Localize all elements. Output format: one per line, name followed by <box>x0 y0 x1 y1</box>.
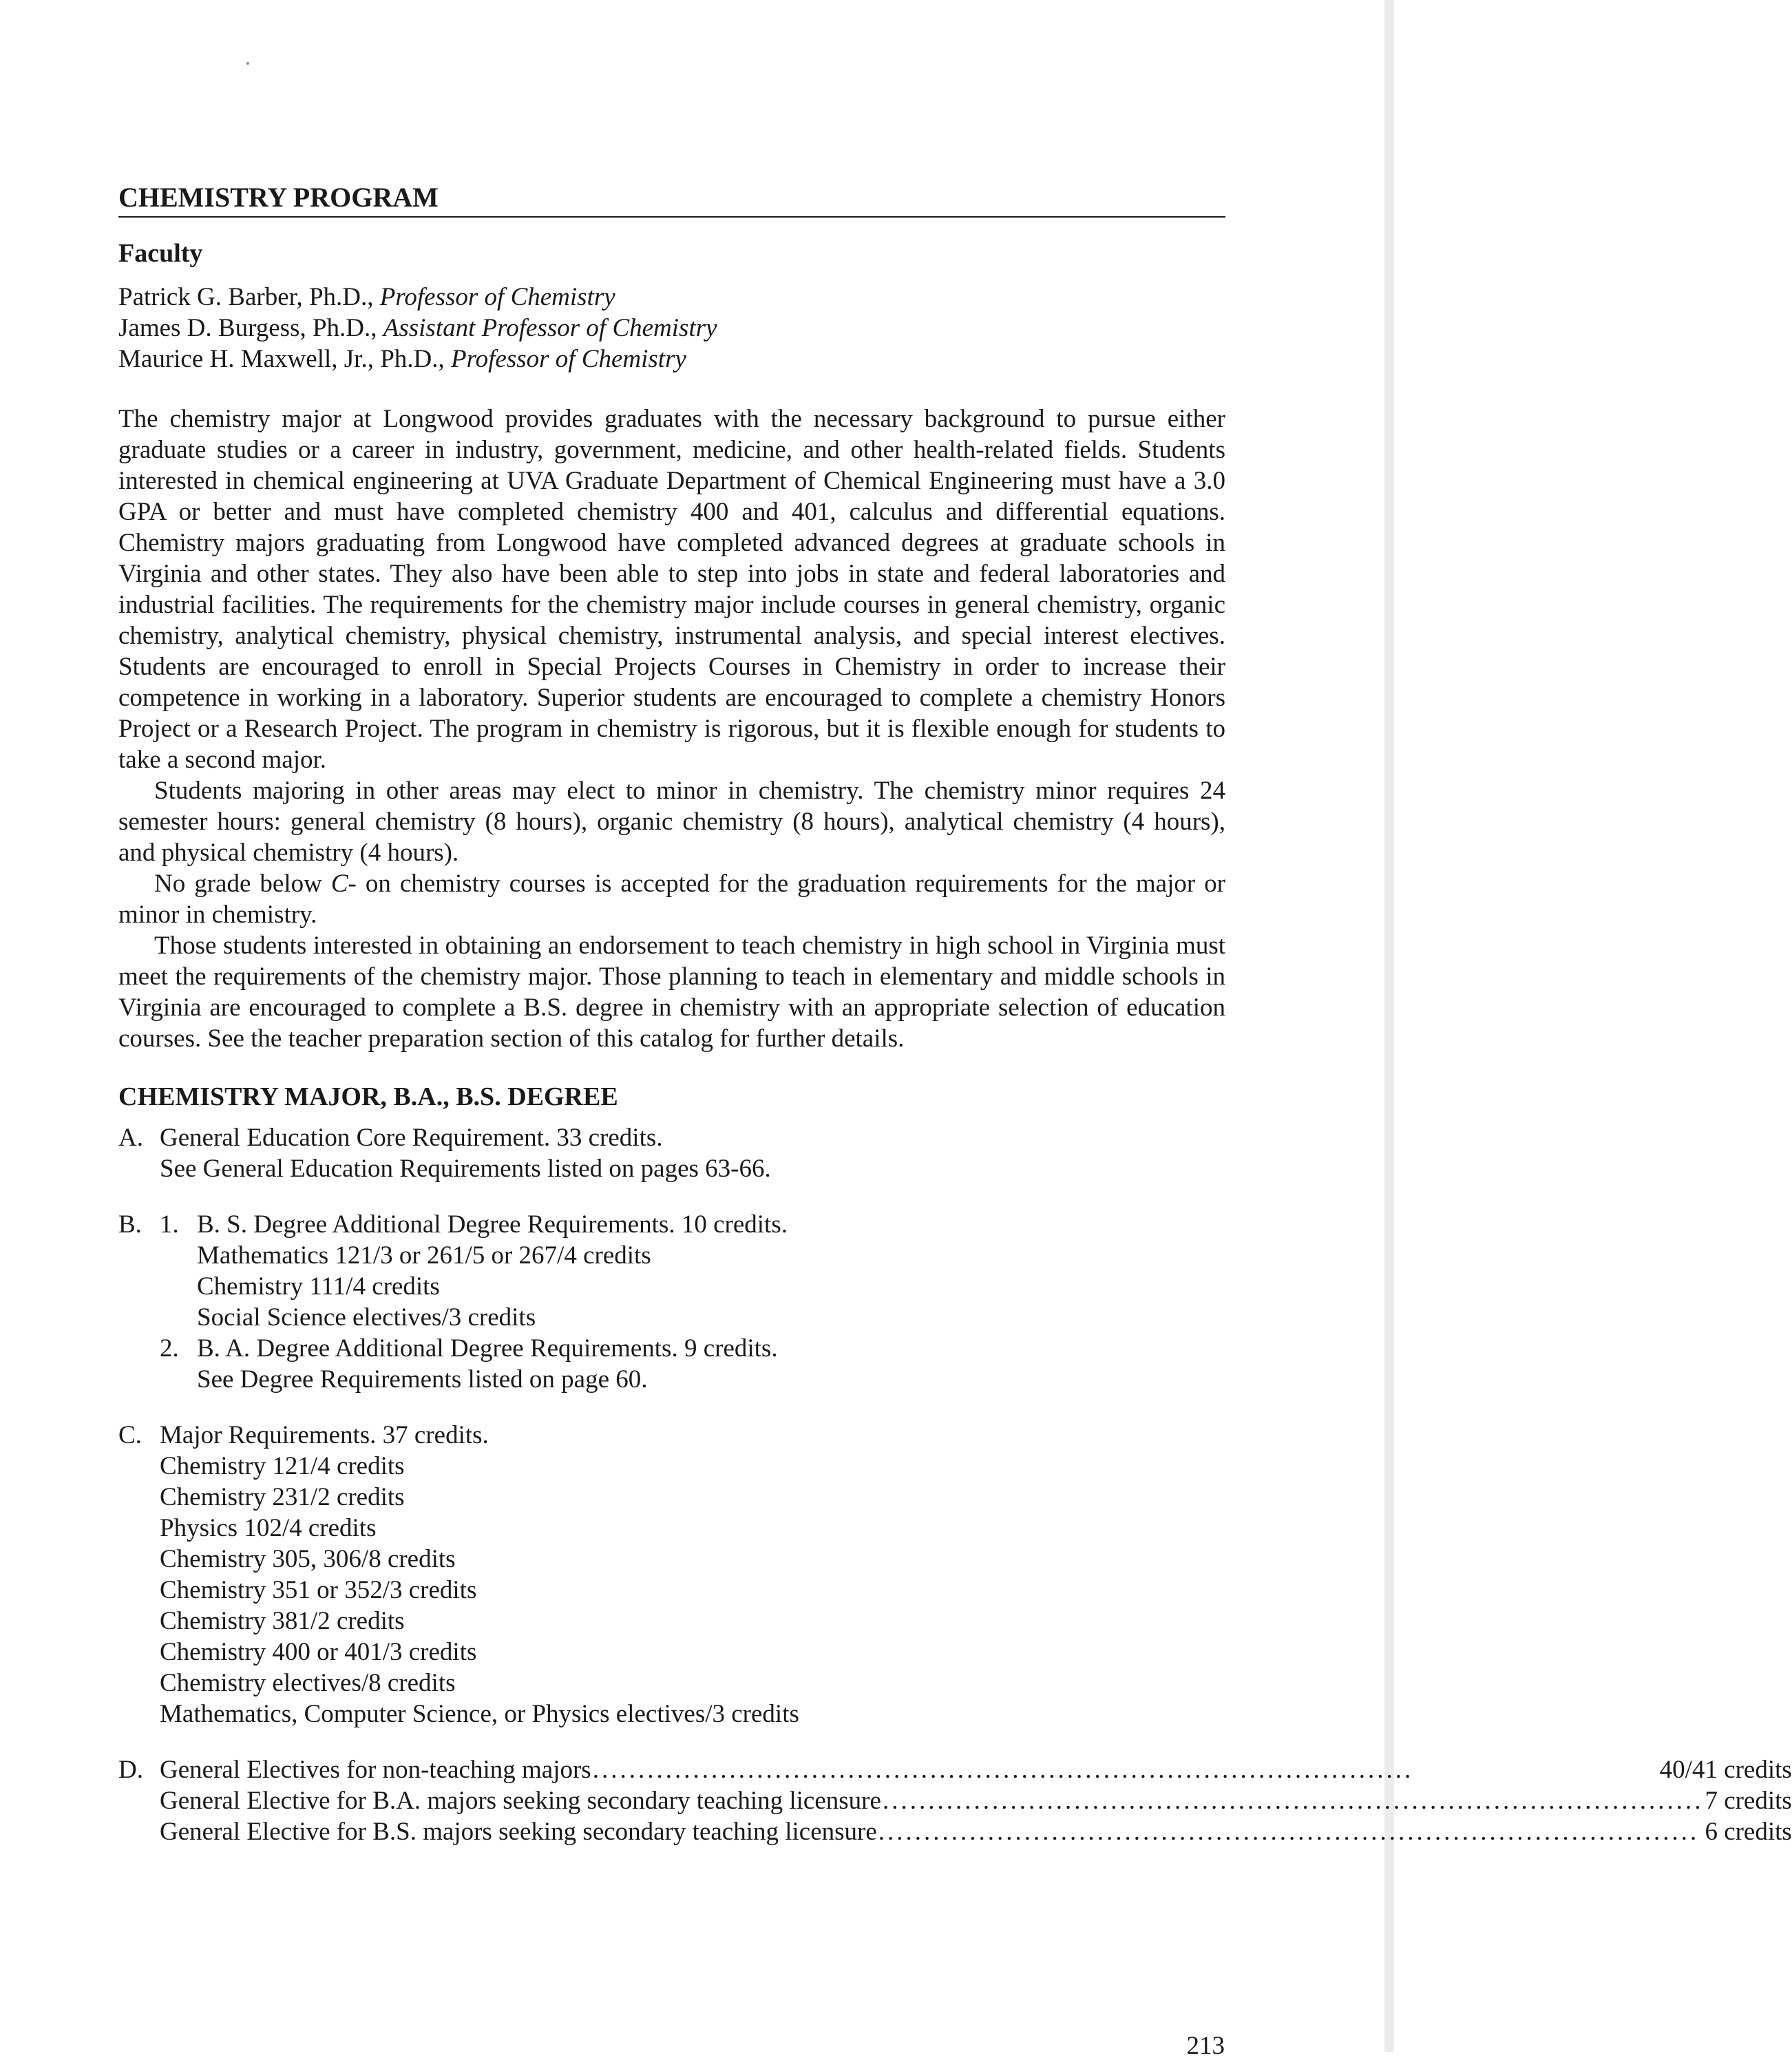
sub-item-number: 2. <box>160 1334 179 1363</box>
faculty-list <box>118 282 1225 375</box>
faculty-heading: Faculty <box>118 239 203 268</box>
elective-credits: 40/41 credits <box>1659 1756 1792 1784</box>
requirement-line: Chemistry electives/8 credits <box>160 1669 456 1697</box>
requirement-line: Chemistry 111/4 credits <box>197 1272 440 1301</box>
requirement-line: Chemistry 381/2 credits <box>160 1607 405 1635</box>
requirement-line: B. A. Degree Additional Degree Requirements. 9 credits. <box>197 1334 778 1363</box>
faculty-member <box>118 313 1225 344</box>
requirement-b1 <box>160 1209 1225 1333</box>
requirement-line: Social Science electives/3 credits <box>197 1303 536 1332</box>
requirement-d <box>118 1754 1792 1847</box>
requirement-line: See General Education Requirements listed on pages 63-66. <box>160 1155 771 1183</box>
elective-credits: 7 credits <box>1705 1787 1792 1815</box>
page-edge-shadow <box>1384 0 1394 2052</box>
leader-dots: .......................................................................................... <box>592 1756 1414 1784</box>
elective-row <box>160 1754 1792 1785</box>
page-title: CHEMISTRY PROGRAM <box>118 180 1225 218</box>
faculty-name: James D. Burgess, Ph.D., <box>118 314 383 342</box>
requirement-letter: A. <box>118 1124 143 1152</box>
leader-dots: .......................................................................................... <box>882 1787 1704 1815</box>
requirement-line: Chemistry 400 or 401/3 credits <box>160 1638 477 1666</box>
faculty-name: Maurice H. Maxwell, Jr., Ph.D., <box>118 345 451 373</box>
grade-requirement: No grade below C- on chemistry courses is accepted for the graduation requirements for the major or minor in chemistry. <box>118 870 1225 929</box>
faculty-role: Assistant Professor of Chemistry <box>383 314 717 342</box>
faculty-name: Patrick G. Barber, Ph.D., <box>118 283 380 311</box>
requirement-c <box>118 1420 1225 1730</box>
requirement-line: Major Requirements. 37 credits. <box>160 1421 489 1449</box>
leader-dots: .......................................................................................... <box>878 1818 1700 1846</box>
elective-label: General Elective for B.A. majors seeking secondary teaching licensure <box>160 1787 881 1815</box>
major-heading: CHEMISTRY MAJOR, B.A., B.S. DEGREE <box>118 1082 618 1111</box>
faculty-member <box>118 344 1225 375</box>
requirement-b <box>118 1209 1225 1395</box>
requirement-line: Chemistry 121/4 credits <box>160 1452 405 1480</box>
grade-value: C- <box>330 870 357 898</box>
page-number: 213 <box>1186 2032 1225 2060</box>
faculty-role: Professor of Chemistry <box>451 345 686 373</box>
teaching-endorsement: Those students interested in obtaining an endorsement to teach chemistry in high school in Virginia must meet the requirements of the chemistry major. Those planning to teach in elementary and middle schools in Virginia are encouraged to complete a B.S. degree in chemistry with an appropriate selection of education courses. See the teacher preparation section of this catalog for further details. <box>118 932 1225 1053</box>
elective-label: General Electives for non-teaching majors <box>160 1756 591 1784</box>
page-content <box>118 180 1792 1847</box>
requirement-line: General Education Core Requirement. 33 credits. <box>160 1124 663 1152</box>
requirement-line: Chemistry 305, 306/8 credits <box>160 1545 456 1573</box>
requirement-line: Chemistry 231/2 credits <box>160 1483 405 1511</box>
requirement-line: B. S. Degree Additional Degree Requirements. 10 credits. <box>197 1210 788 1239</box>
requirement-letter: B. <box>118 1210 142 1239</box>
elective-label: General Elective for B.S. majors seeking secondary teaching licensure <box>160 1818 877 1846</box>
sub-item-number: 1. <box>160 1210 179 1239</box>
requirement-line: See Degree Requirements listed on page 60. <box>197 1365 648 1394</box>
print-speck <box>246 62 249 65</box>
requirement-letter: D. <box>118 1756 143 1784</box>
requirement-line: Chemistry 351 or 352/3 credits <box>160 1576 477 1604</box>
faculty-role: Professor of Chemistry <box>379 283 615 311</box>
requirement-letter: C. <box>118 1421 142 1449</box>
elective-credits: 6 credits <box>1705 1818 1792 1846</box>
requirement-line: Mathematics, Computer Science, or Physics electives/3 credits <box>160 1700 799 1728</box>
faculty-member <box>118 282 1225 313</box>
elective-row <box>160 1816 1792 1847</box>
minor-description: Students majoring in other areas may elect to minor in chemistry. The chemistry minor requires 24 semester hours: general chemistry (8 hours), organic chemistry (8 hours), analytical chemistry (4 hours), and physical chemistry (4 hours). <box>118 777 1225 867</box>
requirement-line: Physics 102/4 credits <box>160 1514 377 1542</box>
elective-row <box>160 1785 1792 1816</box>
requirement-b2 <box>160 1333 1225 1395</box>
requirement-line: Mathematics 121/3 or 261/5 or 267/4 credits <box>197 1241 651 1270</box>
program-description: The chemistry major at Longwood provides graduates with the necessary background to pursue either graduate studies or a career in industry, government, medicine, and other health-related fields. Students interested in chemical engineering at UVA Graduate Department of Chemical Engineering must have a 3.0 GPA or better and must have completed chemistry 400 and 401, calculus and differential equations. Chemistry majors graduating from Longwood have completed advanced degrees at graduate schools in Virginia and other states. They also have been able to step into jobs in state and federal laboratories and industrial facilities. The requirements for the chemistry major include courses in general chemistry, organic chemistry, analytical chemistry, physical chemistry, instrumental analysis, and special interest electives. Students are encouraged to enroll in Special Projects Courses in Chemistry in order to increase their competence in working in a laboratory. Superior students are encouraged to complete a chemistry Honors Project or a Research Project. The program in chemistry is rigorous, but it is flexible enough for students to take a second major. <box>118 405 1225 774</box>
requirement-a <box>118 1122 1225 1184</box>
